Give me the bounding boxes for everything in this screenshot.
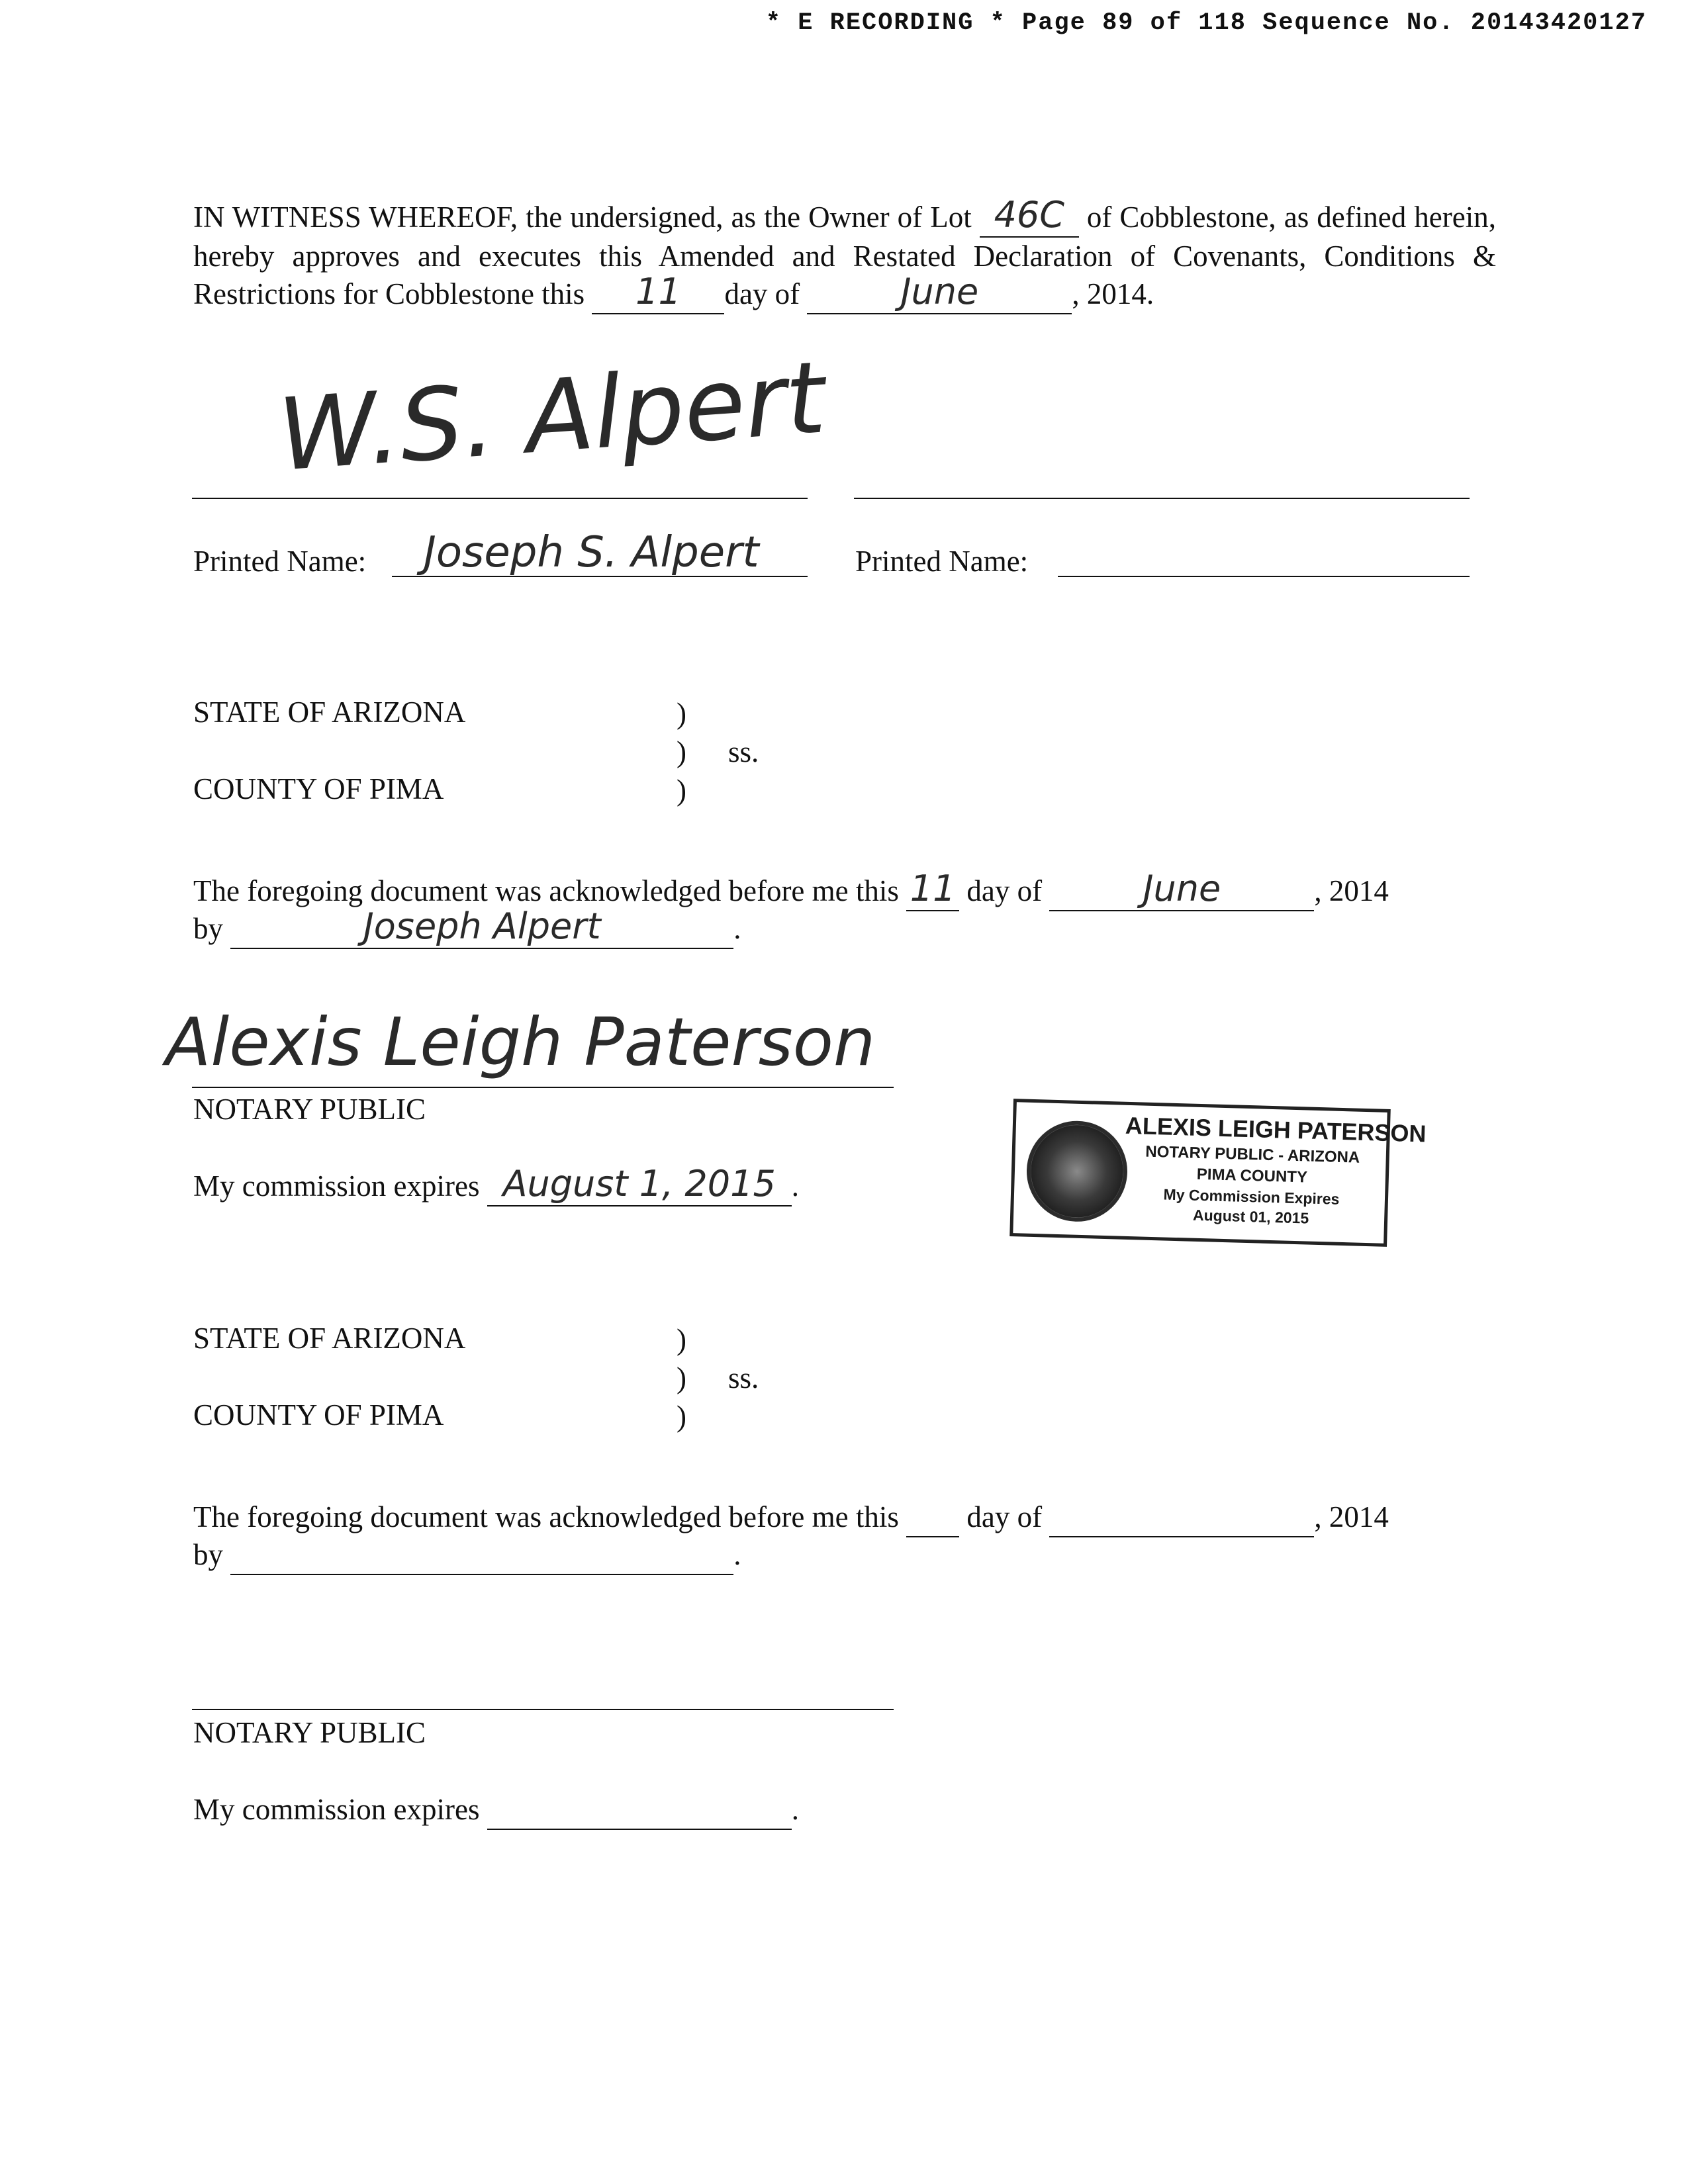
lot-handwritten: 46C — [994, 194, 1064, 236]
venue1-paren-3: ) — [677, 774, 686, 807]
witness-text-3: day of — [724, 277, 800, 310]
notary1-commission-field — [487, 1163, 792, 1206]
ack1-day-field — [906, 868, 959, 911]
ack1-by: by — [193, 912, 223, 945]
signature-line-1 — [192, 498, 808, 499]
ack1-month-handwritten: June — [1143, 868, 1221, 909]
venue1-ss: ss. — [728, 735, 759, 768]
notary1-commission-label: My commission expires — [193, 1169, 480, 1203]
venue1-paren-2: ) — [677, 735, 686, 768]
ack1-name-handwritten: Joseph Alpert — [363, 905, 601, 947]
notary1-label: NOTARY PUBLIC — [193, 1093, 426, 1126]
witness-text-1: IN WITNESS WHEREOF, the undersigned, as the Owner of Lot — [193, 201, 972, 234]
witness-month-field — [807, 271, 1072, 314]
printed-name-label-1: Printed Name: — [193, 545, 367, 578]
printed-name-line-2 — [1058, 576, 1470, 577]
ack2-end: . — [733, 1538, 741, 1571]
printed-name-handwritten-1: Joseph S. Alpert — [424, 528, 759, 577]
witness-text-4: , — [1072, 277, 1080, 310]
ack2-line-2 — [193, 1536, 741, 1575]
ack2-text-2: day of — [966, 1500, 1043, 1533]
notary-stamp — [1009, 1099, 1427, 1247]
ack2-by: by — [193, 1538, 223, 1571]
witness-paragraph — [193, 194, 1496, 314]
signature-line-2 — [854, 498, 1470, 499]
ack2-day-field[interactable] — [906, 1498, 959, 1537]
ack1-name-field — [230, 905, 733, 949]
stamp-title: NOTARY PUBLIC - ARIZONA — [1145, 1142, 1360, 1167]
venue2-paren-1: ) — [677, 1323, 686, 1356]
ack1-line-2 — [193, 905, 741, 949]
printed-name-label-2: Printed Name: — [855, 545, 1029, 578]
witness-day-handwritten: 11 — [635, 271, 681, 312]
venue2-paren-3: ) — [677, 1400, 686, 1433]
ack2-text-1: The foregoing document was acknowledged before me this — [193, 1500, 899, 1533]
notary2-label: NOTARY PUBLIC — [193, 1716, 426, 1749]
ack1-text-3: , 2014 — [1314, 874, 1389, 907]
recording-header: * E RECORDING * Page 89 of 118 Sequence No. 20143420127 — [765, 9, 1647, 37]
ack2-month-field[interactable] — [1049, 1498, 1314, 1537]
venue1-county: COUNTY OF PIMA — [193, 772, 444, 805]
notary2-commission-field[interactable] — [487, 1791, 792, 1830]
venue2-ss: ss. — [728, 1361, 759, 1394]
notary1-end: . — [791, 1169, 799, 1203]
venue1-state: STATE OF ARIZONA — [193, 696, 466, 729]
venue2-county: COUNTY OF PIMA — [193, 1398, 444, 1432]
notary1-commission-handwritten: August 1, 2015 — [502, 1163, 776, 1205]
witness-day-field — [592, 271, 724, 314]
notary1-signature: Alexis Leigh Paterson — [165, 1003, 876, 1081]
ack2-text-3: , 2014 — [1314, 1500, 1389, 1533]
venue2-paren-2: ) — [677, 1361, 686, 1394]
ack1-end: . — [733, 912, 741, 945]
ack1-day-handwritten: 11 — [910, 868, 956, 909]
notary2-end: . — [791, 1793, 799, 1826]
ack1-text-2: day of — [966, 874, 1043, 907]
stamp-date: August 01, 2015 — [1192, 1206, 1309, 1227]
witness-month-handwritten: June — [900, 271, 979, 312]
notary2-commission — [193, 1791, 799, 1830]
witness-text-2: of Cobblestone, as defined herein, hereby approves and executes this Amended and Restated Declaration of Covenants, Conditions & Restrictions for Cobblestone this — [193, 201, 1496, 310]
notary1-signature-line — [192, 1087, 894, 1088]
owner-signature: W.S. Alpert — [274, 340, 829, 494]
venue1-paren-1: ) — [677, 697, 686, 730]
witness-year: 2014. — [1086, 277, 1154, 310]
lot-field — [980, 194, 1079, 238]
stamp-county: PIMA COUNTY — [1196, 1165, 1308, 1187]
venue2-state: STATE OF ARIZONA — [193, 1322, 466, 1355]
notary2-signature-line[interactable] — [192, 1709, 894, 1710]
ack1-text-1: The foregoing document was acknowledged before me this — [193, 874, 899, 907]
ack2-name-field[interactable] — [230, 1536, 733, 1575]
ack2-line-1 — [193, 1498, 1389, 1537]
ack1-month-field — [1049, 868, 1314, 911]
arizona-seal-icon — [1025, 1120, 1129, 1223]
stamp-commission: My Commission Expires — [1163, 1185, 1340, 1208]
notary2-commission-label: My commission expires — [193, 1793, 480, 1826]
stamp-name: ALEXIS LEIGH PATERSON — [1125, 1111, 1427, 1148]
notary1-commission — [193, 1163, 799, 1206]
